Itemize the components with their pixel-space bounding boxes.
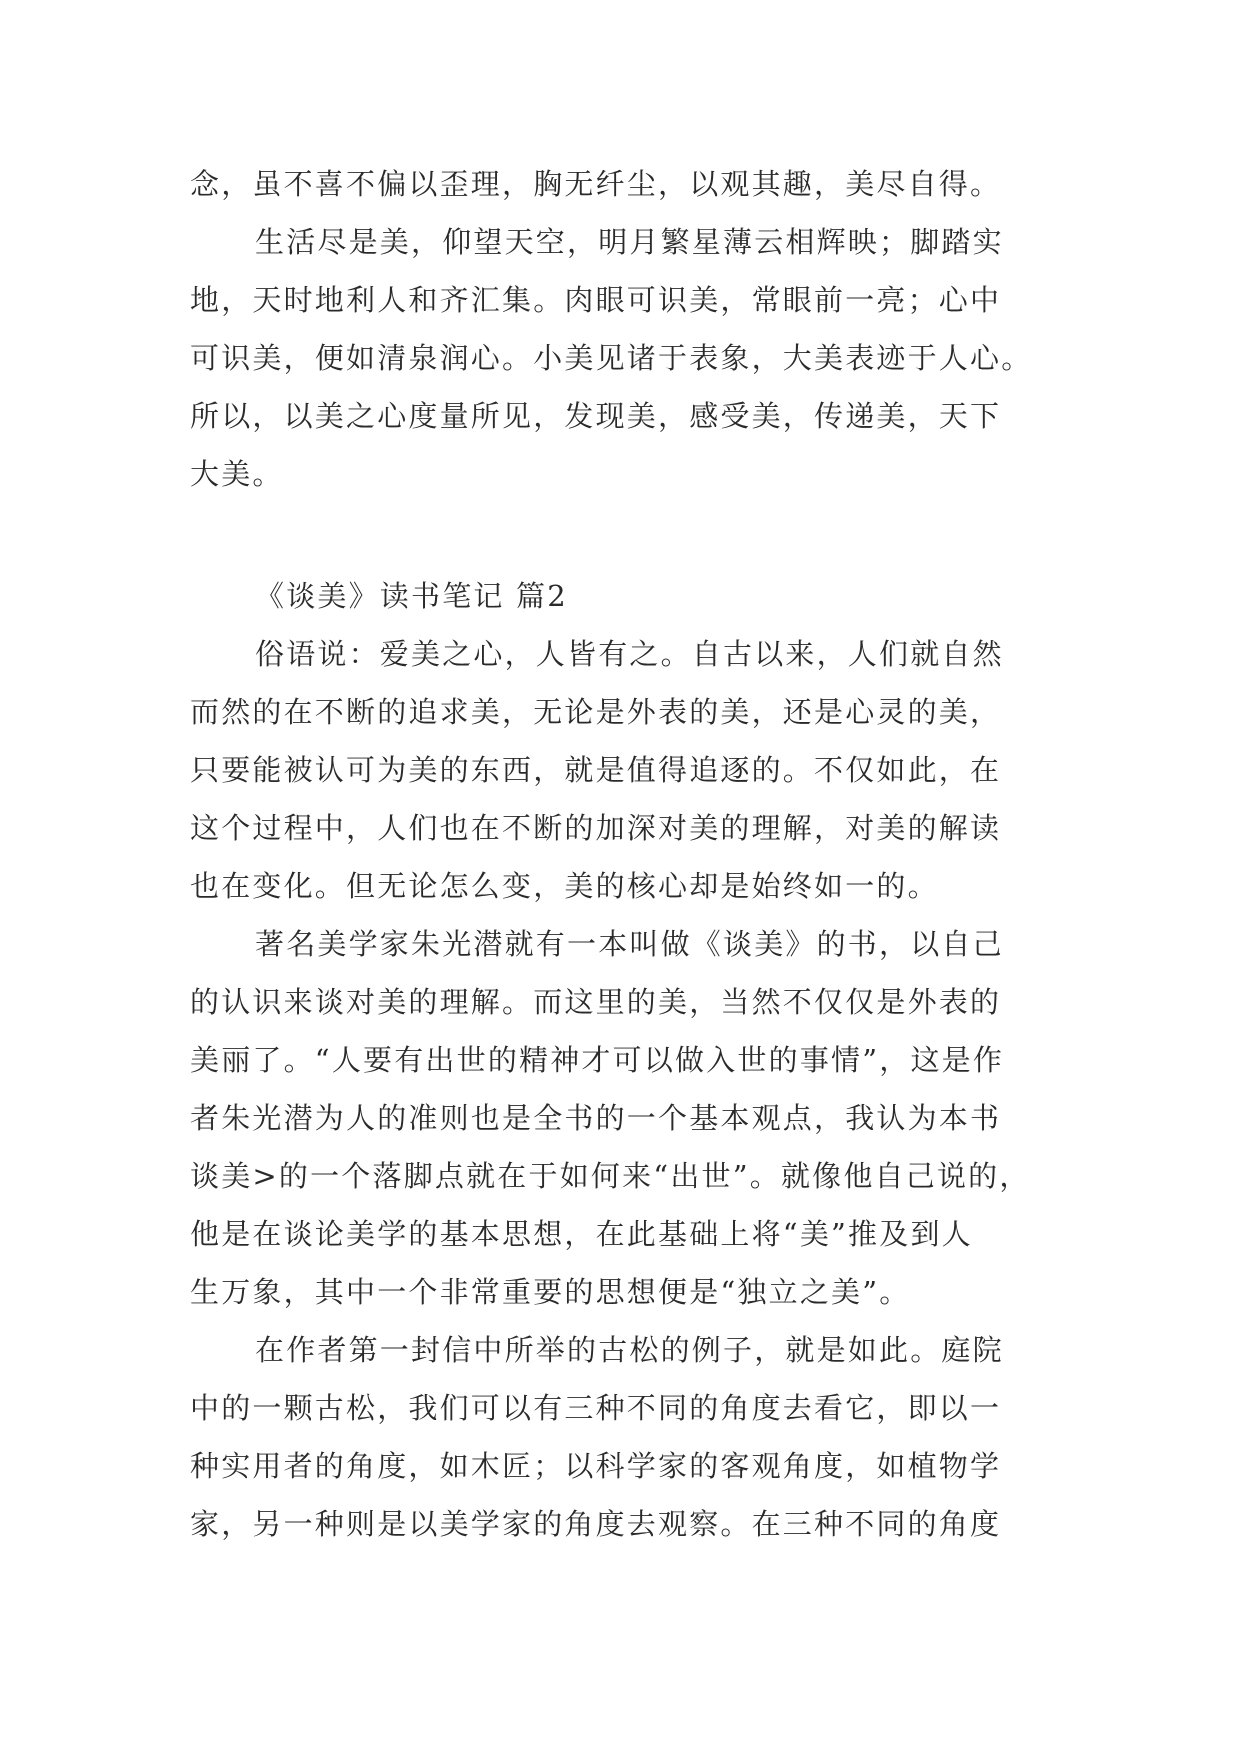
text-line: 地，天时地利人和齐汇集。肉眼可识美，常眼前一亮；心中 xyxy=(190,283,1002,317)
text-line: 者朱光潜为人的准则也是全书的一个基本观点，我认为本书 xyxy=(190,1101,1002,1135)
text-line: 美丽了。“人要有出世的精神才可以做入世的事情”，这是作 xyxy=(190,1043,1005,1077)
text-line: 念，虽不喜不偏以歪理，胸无纤尘，以观其趣，美尽自得。 xyxy=(190,167,1002,201)
text-line: 著名美学家朱光潜就有一本叫做《谈美》的书，以自己 xyxy=(255,927,1004,961)
text-line: 而然的在不断的追求美，无论是外表的美，还是心灵的美， xyxy=(190,695,1002,729)
section-title: 《谈美》读书笔记 篇2 xyxy=(255,579,568,613)
text-line: 生万象，其中一个非常重要的思想便是“独立之美”。 xyxy=(190,1275,911,1309)
text-line: 这个过程中，人们也在不断的加深对美的理解，对美的解读 xyxy=(190,811,1002,845)
text-line: 可识美，便如清泉润心。小美见诸于表象，大美表迹于人心。 xyxy=(190,341,1033,375)
top-paragraphs xyxy=(190,155,1060,503)
text-line: 的认识来谈对美的理解。而这里的美，当然不仅仅是外表的 xyxy=(190,985,1002,1019)
text-line: 中的一颗古松，我们可以有三种不同的角度去看它，即以一 xyxy=(190,1391,1002,1425)
text-line: 家，另一种则是以美学家的角度去观察。在三种不同的角度 xyxy=(190,1507,1002,1541)
text-line: 生活尽是美，仰望天空，明月繁星薄云相辉映；脚踏实 xyxy=(255,225,1004,259)
bottom-paragraphs xyxy=(190,625,1060,1553)
text-line: 谈美>的一个落脚点就在于如何来“出世”。就像他自己说的， xyxy=(190,1159,1031,1193)
text-line: 也在变化。但无论怎么变，美的核心却是始终如一的。 xyxy=(190,869,939,903)
text-line: 在作者第一封信中所举的古松的例子，就是如此。庭院 xyxy=(255,1333,1004,1367)
section-title-block xyxy=(190,567,1060,625)
text-line: 大美。 xyxy=(190,457,284,491)
text-line: 种实用者的角度，如木匠；以科学家的客观角度，如植物学 xyxy=(190,1449,1002,1483)
text-line: 他是在谈论美学的基本思想，在此基础上将“美”推及到人 xyxy=(190,1217,973,1251)
text-line: 只要能被认可为美的东西，就是值得追逐的。不仅如此，在 xyxy=(190,753,1002,787)
text-line: 俗语说：爱美之心，人皆有之。自古以来，人们就自然 xyxy=(255,637,1004,671)
text-line: 所以，以美之心度量所见，发现美，感受美，传递美，天下 xyxy=(190,399,1002,433)
